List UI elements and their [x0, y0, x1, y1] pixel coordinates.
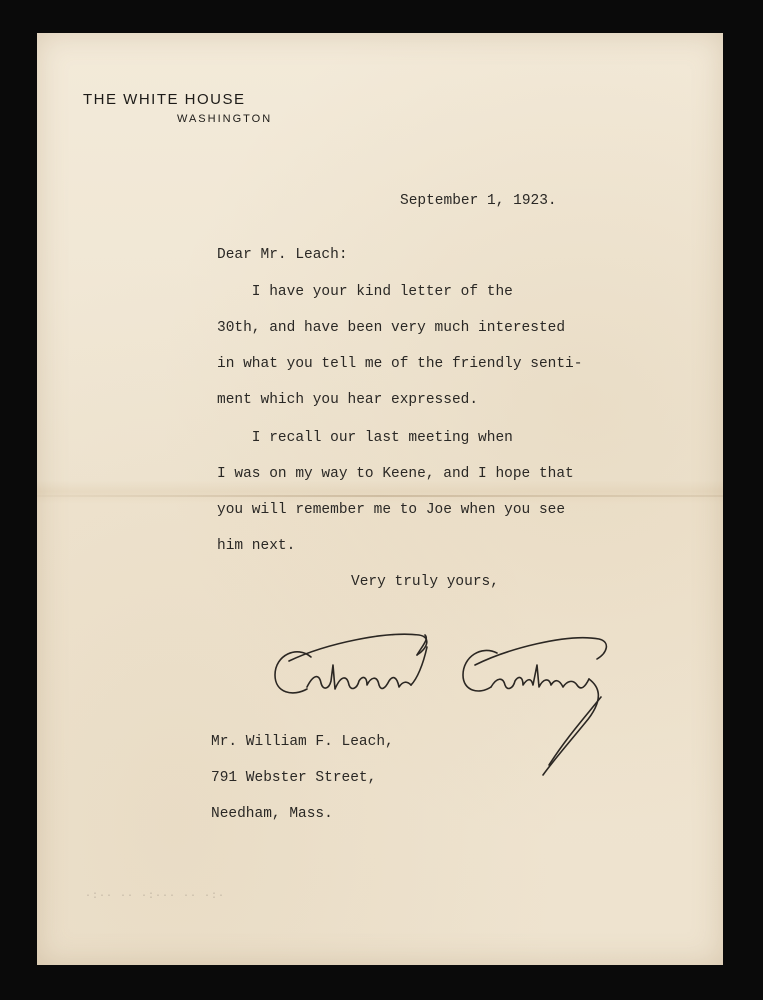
recipient-city: Needham, Mass. [211, 806, 333, 822]
recipient-name: Mr. William F. Leach, [211, 734, 394, 750]
faded-stamp-mark: ·:·· ·· ·:··· ·· ·:· [85, 891, 226, 902]
body-line: I was on my way to Keene, and I hope that [217, 466, 574, 482]
body-line: in what you tell me of the friendly senti- [217, 356, 583, 372]
body-line: I recall our last meeting when [217, 430, 513, 446]
handwritten-signature [267, 605, 627, 780]
letter-salutation: Dear Mr. Leach: [217, 247, 348, 263]
body-line: I have your kind letter of the [217, 284, 513, 300]
letterhead-subtitle: WASHINGTON [177, 113, 273, 125]
body-line: ment which you hear expressed. [217, 392, 479, 408]
body-line: you will remember me to Joe when you see [217, 502, 566, 518]
letter-paper [37, 33, 723, 965]
letterhead-title: THE WHITE HOUSE [83, 91, 246, 108]
body-line: 30th, and have been very much interested [217, 320, 566, 336]
recipient-street: 791 Webster Street, [211, 770, 377, 786]
letter-date: September 1, 1923. [400, 193, 557, 209]
body-line: him next. [217, 538, 296, 554]
letter-closing: Very truly yours, [351, 574, 499, 590]
paper-fold-line [37, 495, 723, 497]
